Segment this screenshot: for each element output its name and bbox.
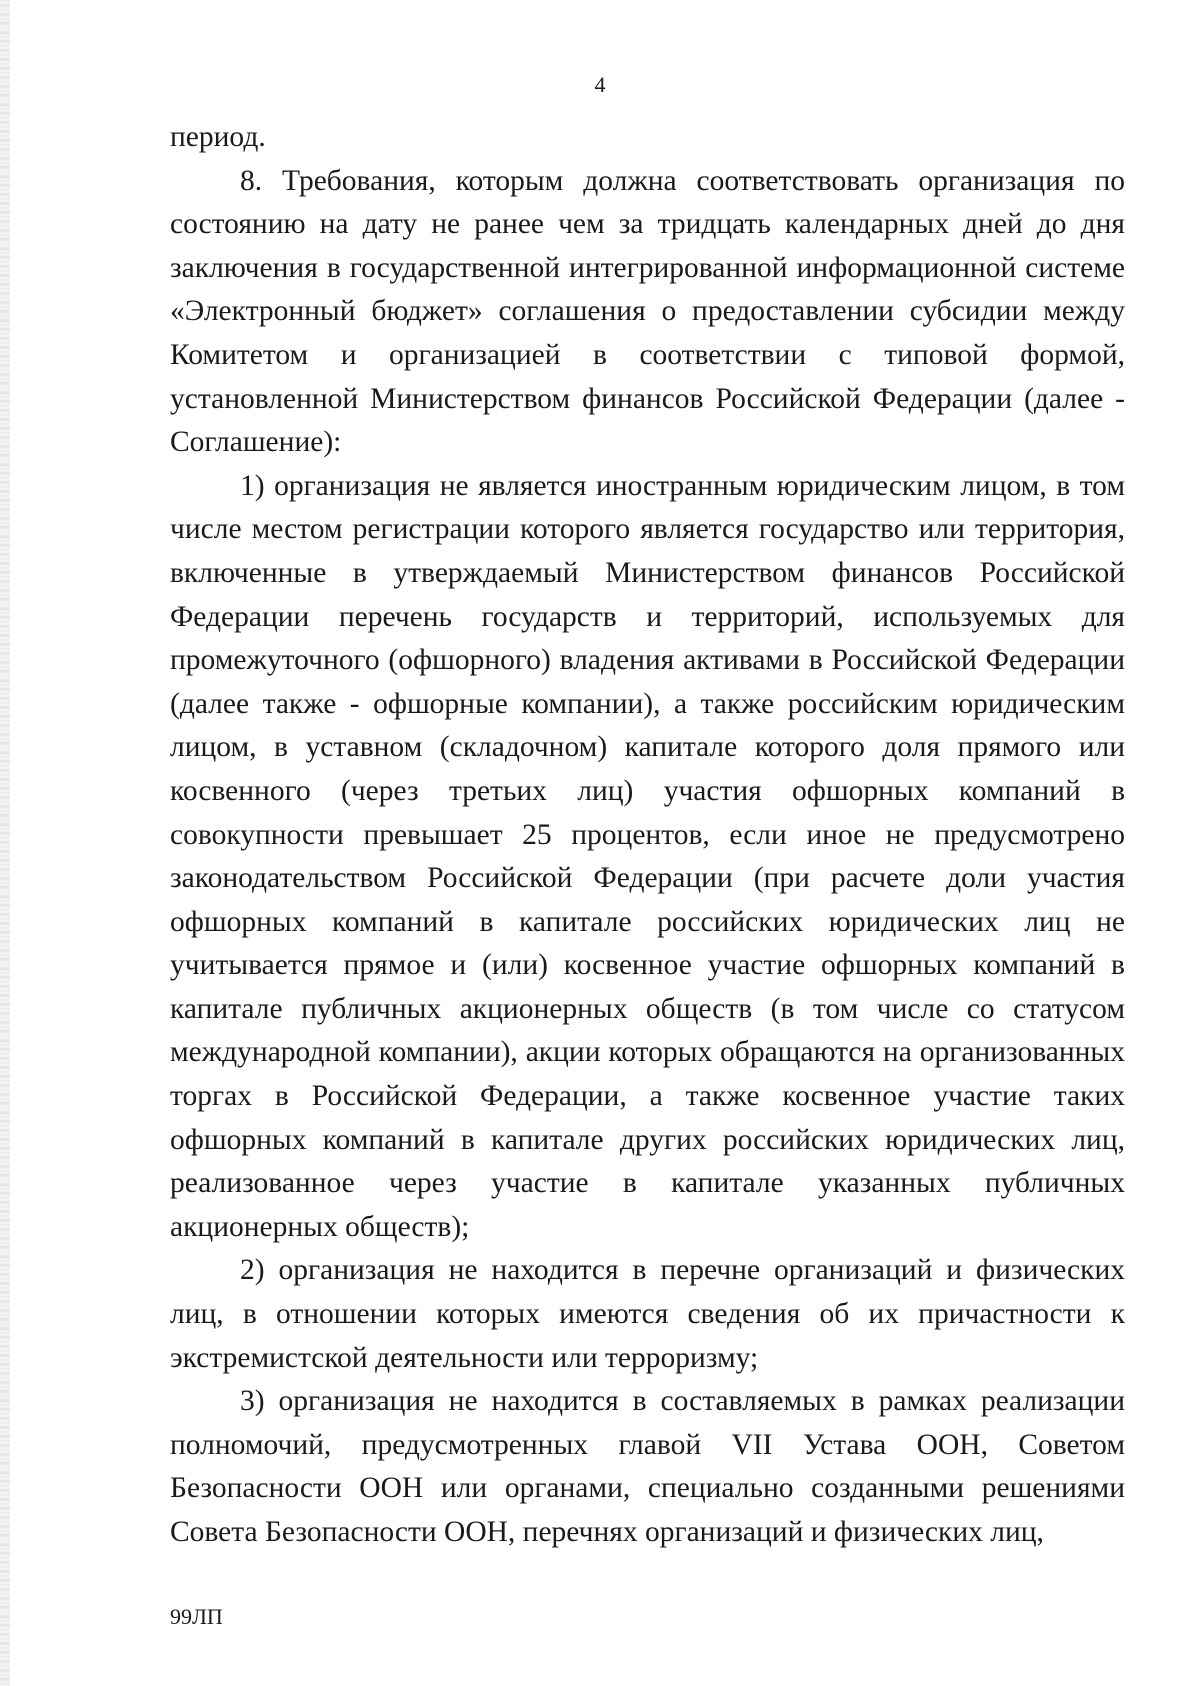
paragraph-item-8: 8. Требования, которым должна соответствовать организация по состоянию на дату не ранее чем за тридцать календарных дней до дня заключения в государственной интегрированной информационной системе «Электронный бюджет» соглашения о предоставлении субсидии между Комитетом и организацией в соответствии с типовой формой, установленной Министерством финансов Российской Федерации (далее - Соглашение): <box>170 164 1125 459</box>
paragraph-continuation: период. <box>170 121 266 153</box>
paragraph-subitem-2: 2) организация не находится в перечне организаций и физических лиц, в отношении которых имеются сведения об их причастности к экстремистской деятельности или терроризму; <box>170 1254 1125 1374</box>
paragraph-subitem-3: 3) организация не находится в составляемых в рамках реализации полномочий, предусмотренных главой VII Устава ООН, Советом Безопасности ООН или органами, специально созданными решениями Совета Безопасности ООН, перечнях организаций и физических лиц, <box>170 1385 1125 1548</box>
scan-edge <box>0 0 10 1686</box>
document-body <box>170 116 1125 1555</box>
paragraph-subitem-1: 1) организация не является иностранным юридическим лицом, в том числе местом регистрации которого является государство или территория, включенные в утверждаемый Министерством финансов Российской Федерации перечень государств и территорий, используемых для промежуточного (офшорного) владения активами в Российской Федерации (далее также - офшорные компании), а также российским юридическим лицом, в уставном (складочном) капитале которого доля прямого или косвенного (через третьих лиц) участия офшорных компаний в совокупности превышает 25 процентов, если иное не предусмотрено законодательством Российской Федерации (при расчете доли участия офшорных компаний в капитале российских юридических лиц не учитывается прямое и (или) косвенное участие офшорных компаний в капитале публичных акционерных обществ (в том числе со статусом международной компании), акции которых обращаются на организованных торгах в Российской Федерации, а также косвенное участие таких офшорных компаний в капитале других российских юридических лиц, реализованное через участие в капитале указанных публичных акционерных обществ); <box>170 469 1125 1243</box>
page-number: 4 <box>594 72 606 97</box>
footer-code: 99ЛП <box>170 1604 223 1629</box>
